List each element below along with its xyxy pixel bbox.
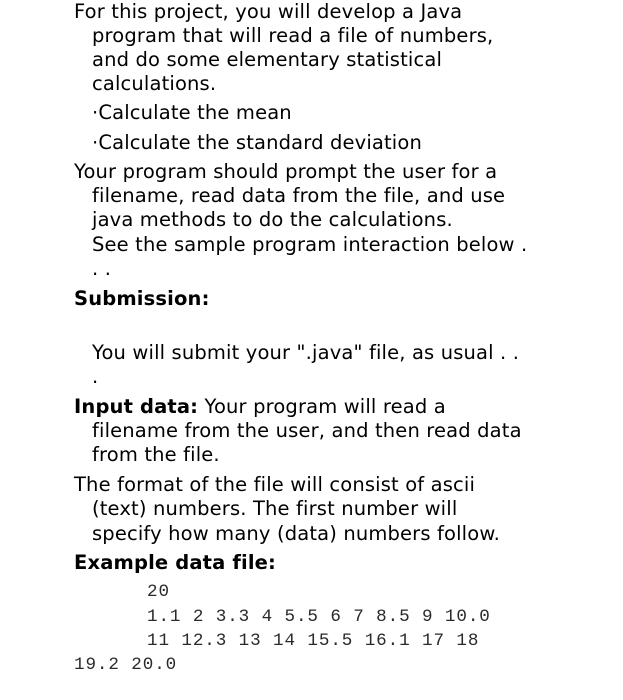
intro-line-2: program that will read a file of numbers, — [92, 24, 494, 47]
input-data-line-1 — [74, 395, 446, 419]
submission-heading: Submission: — [74, 287, 210, 310]
example-line-2: 1.1 2 3.3 4 5.5 6 7 8.5 9 10.0 — [147, 607, 491, 627]
input-data-line-2: filename from the user, and then read data — [92, 419, 522, 442]
prompt-line-2: filename, read data from the file, and use — [92, 184, 506, 207]
prompt-line-4: See the sample program interaction below . — [92, 233, 528, 256]
example-line-3: 11 12.3 13 14 15.5 16.1 17 18 — [147, 631, 480, 651]
input-data-heading: Input data: — [74, 395, 199, 418]
format-line-3: specify how many (data) numbers follow. — [92, 522, 500, 545]
bullet-standard-deviation: ·Calculate the standard deviation — [92, 131, 422, 154]
intro-line-3: and do some elementary statistical — [92, 48, 443, 71]
bullet-mean: ·Calculate the mean — [92, 101, 292, 124]
prompt-line-3: java methods to do the calculations. — [92, 208, 453, 231]
example-heading: Example data file: — [74, 551, 276, 574]
prompt-line-1: Your program should prompt the user for a — [74, 160, 498, 183]
example-line-4: 19.2 20.0 — [74, 655, 178, 675]
input-data-text: Your program will read a — [198, 395, 446, 418]
submission-line-2: . — [92, 365, 99, 388]
intro-line-1: For this project, you will develop a Java — [74, 0, 463, 23]
format-line-1: The format of the file will consist of ascii — [74, 473, 476, 496]
format-line-2: (text) numbers. The first number will — [92, 497, 458, 520]
example-line-1: 20 — [147, 582, 170, 602]
intro-line-4: calculations. — [92, 72, 217, 95]
input-data-line-3: from the file. — [92, 443, 220, 466]
prompt-line-5: . . — [92, 257, 112, 280]
submission-line-1: You will submit your ".java" file, as usual . . — [92, 341, 520, 364]
